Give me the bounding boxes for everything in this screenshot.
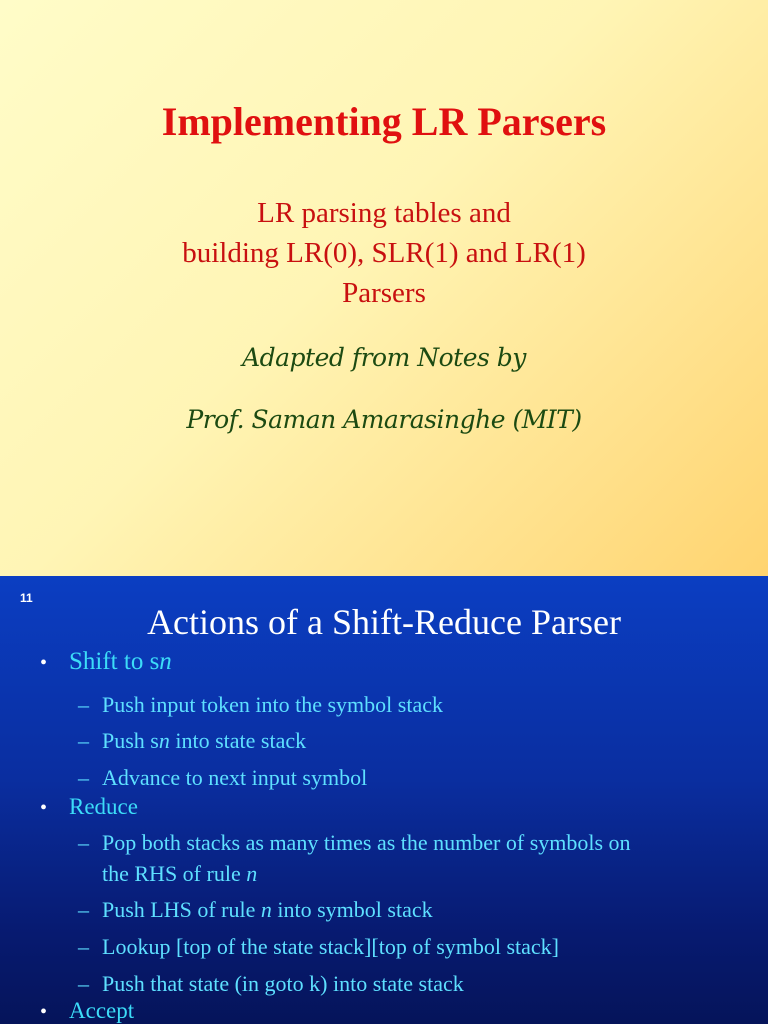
- slide-title: Implementing LR Parsers: [161, 99, 607, 144]
- slide-subtitle-line-3: Parsers: [342, 277, 426, 309]
- credit-adapted: Adapted from Notes by: [242, 343, 526, 372]
- dash-icon: –: [78, 728, 89, 753]
- shift-item-3: – Advance to next input symbol: [78, 762, 738, 793]
- reduce-item-1: – Pop both stacks as many times as the number of symbols on the RHS of rule n: [78, 827, 738, 889]
- reduce-item-3: – Lookup [top of the state stack][top of symbol stack]: [78, 931, 738, 962]
- dash-icon: –: [78, 934, 89, 959]
- dash-icon: –: [78, 765, 89, 790]
- dash-icon: –: [78, 897, 89, 922]
- bullet-dot-icon: •: [40, 652, 48, 674]
- dash-icon: –: [78, 692, 89, 717]
- dash-icon: –: [78, 971, 89, 996]
- slide-heading: Actions of a Shift-Reduce Parser: [147, 602, 621, 642]
- bullet-accept: • Accept: [40, 998, 135, 1023]
- bullet-shift: • Shift to sn: [40, 648, 172, 675]
- slide-subtitle-line-1: LR parsing tables and: [257, 197, 511, 229]
- reduce-item-2: – Push LHS of rule n into symbol stack: [78, 894, 738, 925]
- bullet-dot-icon: •: [40, 797, 48, 819]
- shift-item-1: – Push input token into the symbol stack: [78, 689, 738, 720]
- shift-item-2: – Push sn into state stack: [78, 725, 738, 756]
- reduce-item-4: – Push that state (in goto k) into state stack: [78, 968, 738, 999]
- credit-author: Prof. Saman Amarasinghe (MIT): [186, 405, 582, 434]
- bullet-dot-icon: •: [40, 1001, 48, 1023]
- slide-number: 11: [20, 591, 33, 605]
- bullet-reduce: • Reduce: [40, 794, 138, 819]
- dash-icon: –: [78, 830, 89, 855]
- slide-subtitle-line-2: building LR(0), SLR(1) and LR(1): [182, 237, 586, 269]
- content-slide: [0, 576, 768, 1024]
